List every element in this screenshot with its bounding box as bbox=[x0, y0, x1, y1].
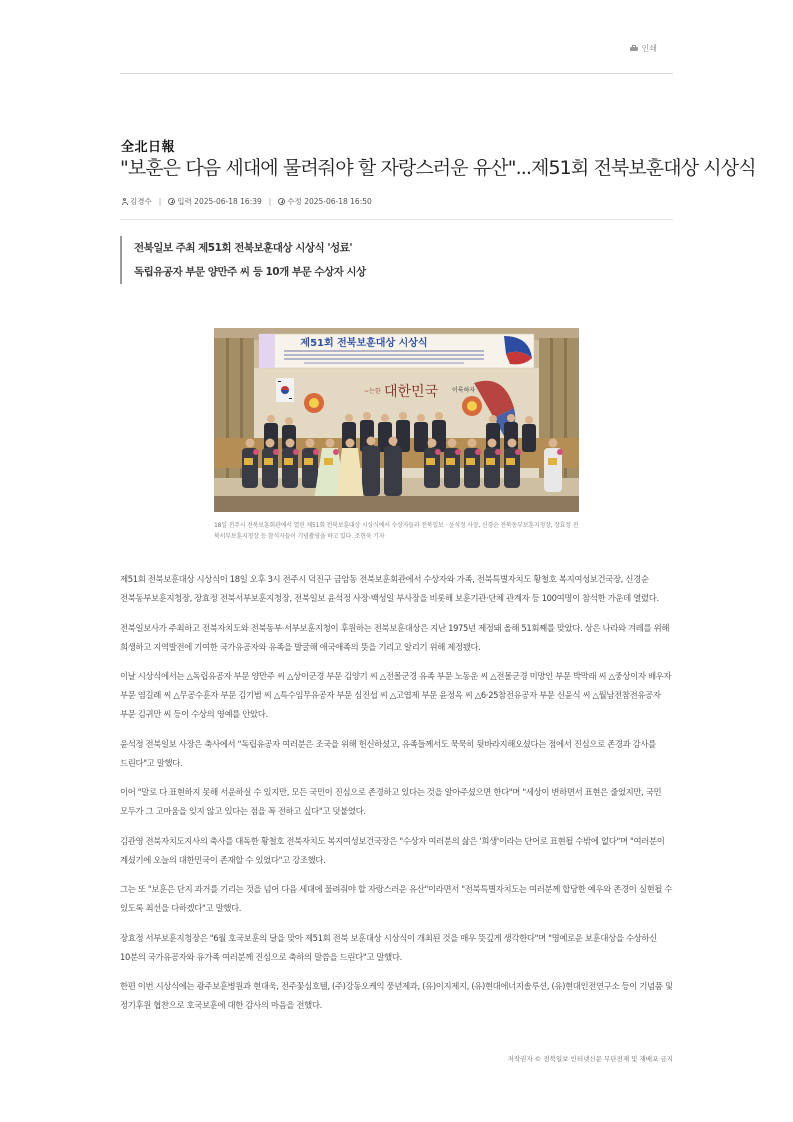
article-headline: "보훈은 다음 세대에 물려줘야 할 자랑스러운 유산"...제51회 전북보훈대상 시상식 bbox=[120, 157, 756, 179]
body-paragraph: 이날 시상식에서는 △독립유공자 부문 양만주 씨 △상이군경 부문 김양기 씨 △전몰군경 유족 부문 노동운 씨 △전몰군경 미망인 부문 박막래 씨 △중상이자 배우자 부문 염길례 씨 △무공수훈자 부문 김기범 씨 △특수임무유공자 부문 심진섭 씨 △고엽제 부문 윤정옥 씨 △6·25참전유공자 부문 신윤식 씨 △월남전참전유공자 부문 김귀만 씨 등이 수상의 영예를 안았다. bbox=[120, 671, 672, 719]
subhead-line: 전북일보 주최 제51회 전북보훈대상 시상식 '성료' bbox=[134, 242, 353, 254]
body-paragraph: 장효정 서부보훈지청장은 "6월 호국보훈의 달을 맞아 제51회 전북 보훈대상 시상식이 개최된 것을 매우 뜻깊게 생각한다"며 "명예로운 보훈대상을 수상하신 10분의 국가유공자와 유가족 여러분께 진심으로 축하의 말씀을 드린다"고 말했다. bbox=[120, 932, 657, 962]
article-meta bbox=[121, 196, 372, 207]
body-paragraph: 윤석정 전북일보 사장은 축사에서 "독립유공자 여러분은 조국을 위해 헌신하셨고, 유족들께서도 묵묵히 뒷바라지해오셨다는 점에서 진심으로 존경과 감사를 드린다"고 말했다. bbox=[120, 738, 656, 768]
person-icon bbox=[121, 198, 128, 205]
updated-label: 수정 bbox=[287, 197, 302, 206]
group-photo-illustration bbox=[214, 328, 579, 512]
print-button[interactable] bbox=[630, 43, 657, 54]
slogan-prefix: ~는한 bbox=[364, 388, 381, 395]
top-divider bbox=[120, 73, 673, 74]
body-paragraph: 이어 "말로 다 표현하지 못해 서운하실 수 있지만, 모든 국민이 진심으로 존경하고 있다는 것을 알아주셨으면 한다"며 "세상이 변하면서 표현은 줄었지만, 국민 모두가 그 고마움을 잊지 않고 있다는 점을 꼭 전하고 싶다"고 덧붙였다. bbox=[120, 787, 662, 816]
updated-date: 2025-06-18 16:50 bbox=[304, 197, 372, 206]
published-date: 2025-06-18 16:39 bbox=[194, 197, 262, 206]
publisher-logo: 全北日報 bbox=[121, 140, 176, 155]
body-paragraph: 김관영 전북자치도지사의 축사를 대독한 황철호 전북자치도 복지여성보건국장은 "수상자 여러분의 삶은 '희생'이라는 단어로 표현될 수밖에 없다"며 "여러분이 계셨기에 오늘의 대한민국이 존재할 수 있었다"고 강조했다. bbox=[120, 835, 665, 865]
printer-icon bbox=[630, 45, 638, 52]
slogan-sub: 이룩하자 bbox=[452, 387, 476, 394]
meta-divider bbox=[120, 219, 673, 220]
body-paragraph: 한편 이번 시상식에는 광주보훈병원과 현대욱, 전주꽃심호텔, (주)강동오케익 풍년제과, (유)이지제지, (유)현대에너지솔루션, (유)현대인전연구소 등이 기념품 및 정기후원 협찬으로 호국보훈에 대한 감사의 마음을 전했다. bbox=[120, 981, 673, 1010]
body-paragraph: 제51회 전북보훈대상 시상식이 18일 오후 3시 전주시 덕진구 금암동 전북보훈회관에서 수상자와 가족, 전북특별자치도 황철호 복지여성보건국장, 신경순 전북동부보훈지청장, 장효정 전북서부보훈지청장, 전북일보 윤석정 사장·백성일 부사장을 비롯해 보훈기관·단체 관계자 등 100여명이 참석한 가운데 열렸다. bbox=[120, 574, 659, 603]
slogan-text: 대한민국 bbox=[384, 384, 439, 400]
clock-icon bbox=[168, 198, 175, 205]
copyright-notice: 저작권자 © 전북일보 인터넷신문 무단전재 및 재배포 금지 bbox=[507, 1055, 673, 1063]
print-label: 인쇄 bbox=[641, 44, 657, 53]
body-paragraph: 그는 또 "보훈은 단지 과거를 기리는 것을 넘어 다음 세대에 물려줘야 할 자랑스러운 유산"이라면서 "전북특별자치도는 여러분께 합당한 예우와 존경이 실현될 수 있도록 최선을 다하겠다"고 말했다. bbox=[120, 884, 673, 913]
article-photo bbox=[214, 328, 579, 512]
article-body bbox=[120, 570, 673, 1026]
print-toolbar bbox=[120, 40, 673, 60]
published-label: 입력 bbox=[177, 197, 192, 206]
banner-title: 제51회 전북보훈대상 시상식 bbox=[300, 338, 428, 349]
subhead-line: 독립유공자 부문 양만주 씨 등 10개 부문 수상자 시상 bbox=[134, 266, 366, 278]
meta-separator: | bbox=[158, 197, 162, 206]
article-subheads bbox=[120, 236, 520, 284]
clock-icon bbox=[278, 198, 285, 205]
meta-separator: | bbox=[268, 197, 272, 206]
body-paragraph: 전북일보사가 주최하고 전북자치도와 전북동부·서부보훈지청이 후원하는 전북보훈대상은 지난 1975년 제정돼 올해 51회째를 맞았다. 상은 나라와 겨레를 위해 희생하고 지역발전에 기여한 국가유공자와 유족을 발굴해 애국애족의 뜻을 기리고 알리기 위해 제정됐다. bbox=[120, 622, 670, 652]
photo-caption: 18일 전주시 전북보훈회관에서 열린 제51회 전북보훈대상 시상식에서 수상자들과 전북일보 · 윤석정 사장, 신경순 전북동부보훈지청장, 장효정 전북서부보훈지청장 등 참석자들이 기념촬영을 하고 있다. 조현욱 기자 bbox=[214, 522, 579, 540]
author-name: 김경수 bbox=[130, 197, 152, 206]
